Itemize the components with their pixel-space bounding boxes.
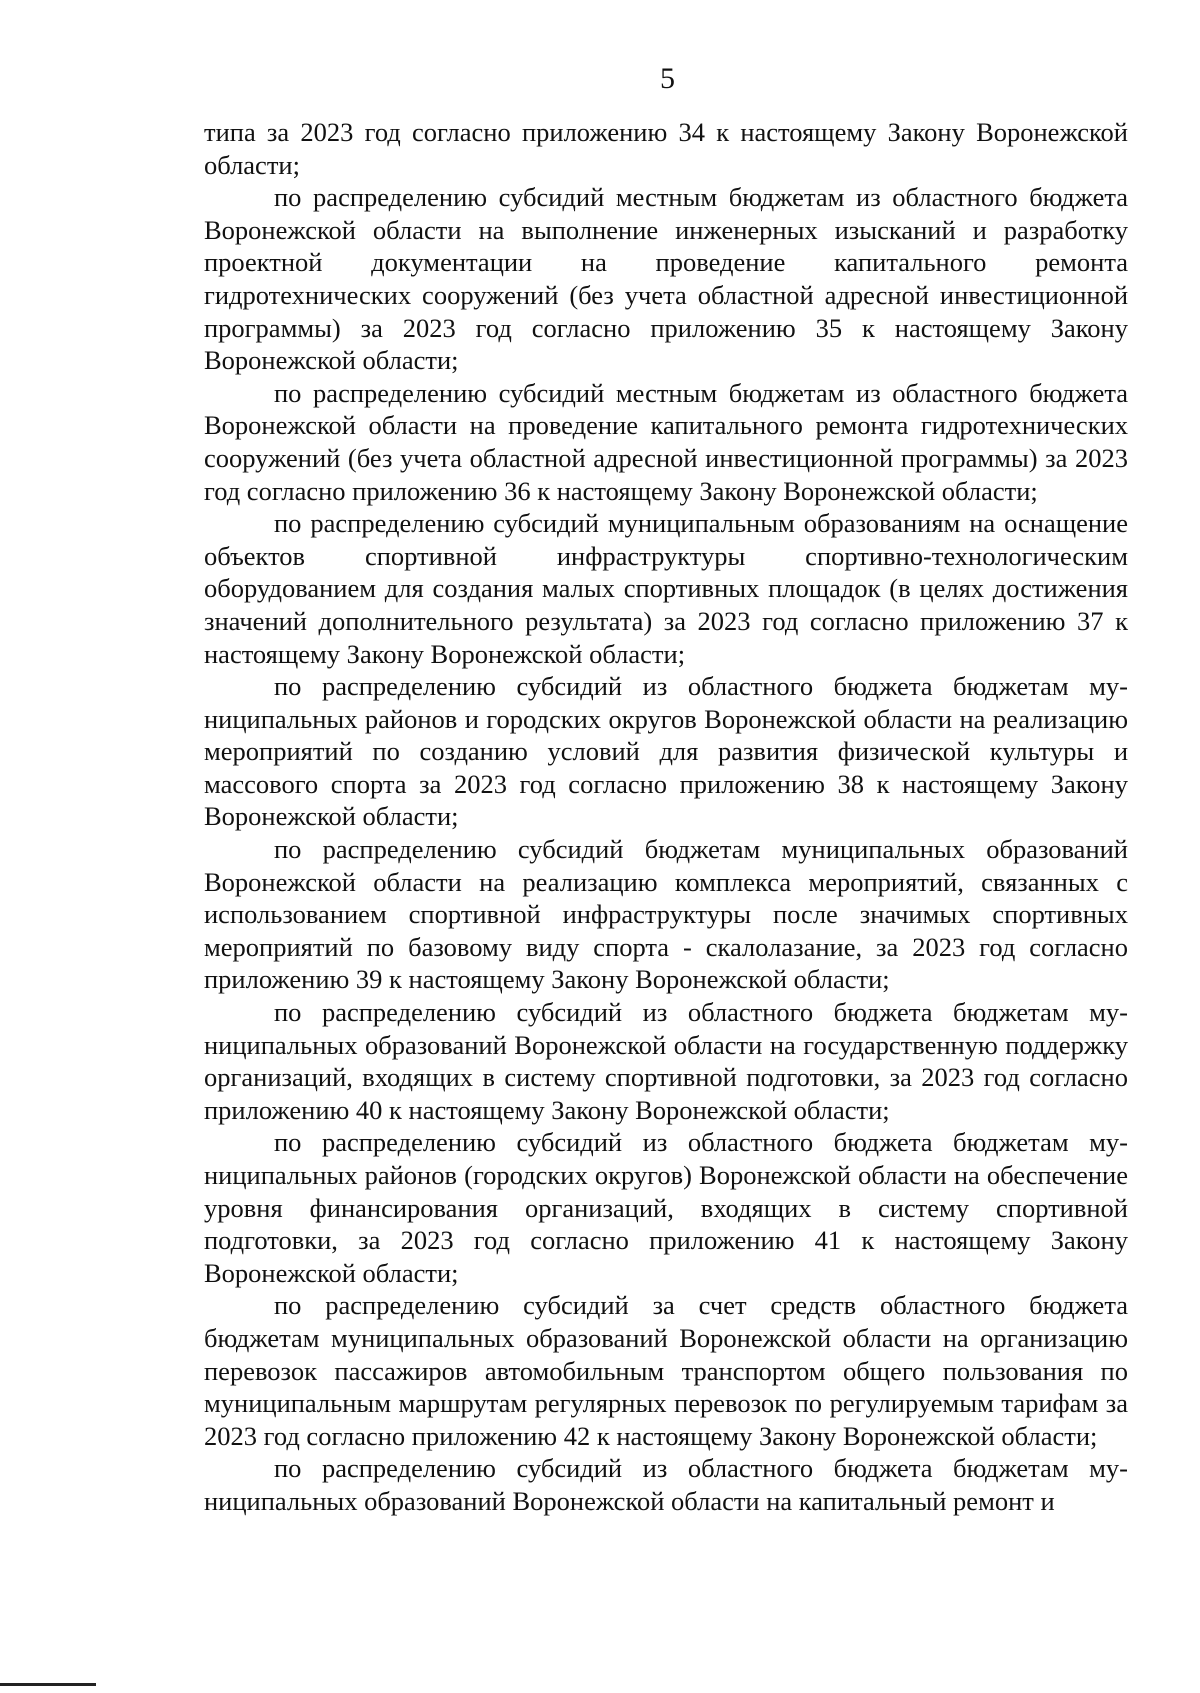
page-number: 5 [660,62,675,95]
paragraph: по распределению субсидий из областного бюджета бюджетам муниципальных районов (городских округов) Воронежской области на обеспечение уровня финансирования организаций, входящих в систему спортивной подготовки, за 2023 год согласно приложению 41 к настоящему Закону Воронежской области; [204,1127,1128,1288]
paragraph: по распределению субсидий местным бюджетам из областного бюджета Воронежской области на выполнение инженерных изысканий и разработку проектной документации на проведение капитального ремонта гидротехнических сооружений (без учета областной адресной инвестиционной программы) за 2023 год согласно приложению 35 к настоящему Закону Воронежской области; [204,182,1128,376]
paragraph: по распределению субсидий за счет средств областного бюджета бюджетам муниципальных образований Воронежской области на организацию перевозок пассажиров автомобильным транспортом общего пользования по муниципальным маршрутам регулярных перевозок по регулируемым тарифам за 2023 год согласно приложению 42 к настоящему Закону Воронежской области; [204,1290,1128,1451]
paragraph: по распределению субсидий местным бюджетам из областного бюджета Воронежской области на проведение капитального ремонта гидротехнических сооружений (без учета областной адресной инвестиционной программы) за 2023 год согласно приложению 36 к настоящему Закону Воронежской области; [204,377,1128,506]
paragraph: по распределению субсидий бюджетам муниципальных образований Воронежской области на реализацию комплекса мероприятий, связанных с использованием спортивной инфраструктуры после значимых спортивных мероприятий по базовому виду спорта - скалолазание, за 2023 год согласно приложению 39 к настоящему Закону Воронежской области; [204,834,1128,995]
body-text [204,116,1128,1518]
paragraph: по распределению субсидий из областного бюджета бюджетам муниципальных районов и городских округов Воронежской области на реализацию мероприятий по созданию условий для развития физической культуры и массового спорта за 2023 год согласно приложению 38 к настоящему Закону Воронежской области; [204,671,1128,832]
paragraph-continuation: типа за 2023 год согласно приложению 34 к настоящему Закону Воронежской области; [204,117,1128,180]
paragraph: по распределению субсидий из областного бюджета бюджетам муниципальных образований Воронежской области на государственную поддержку организаций, входящих в систему спортивной подготовки, за 2023 год согласно приложению 40 к настоящему Закону Воронежской области; [204,997,1128,1125]
footer-rule [0,1683,96,1686]
paragraph: по распределению субсидий из областного бюджета бюджетам муниципальных образований Воронежской области на капитальный ремонт и [204,1453,1128,1516]
paragraph: по распределению субсидий муниципальным образованиям на оснащение объектов спортивной инфраструктуры спортивно-технологическим оборудованием для создания малых спортивных площадок (в целях достижения значений дополнительного результата) за 2023 год согласно приложению 37 к настоящему Закону Воронежской области; [204,508,1128,669]
